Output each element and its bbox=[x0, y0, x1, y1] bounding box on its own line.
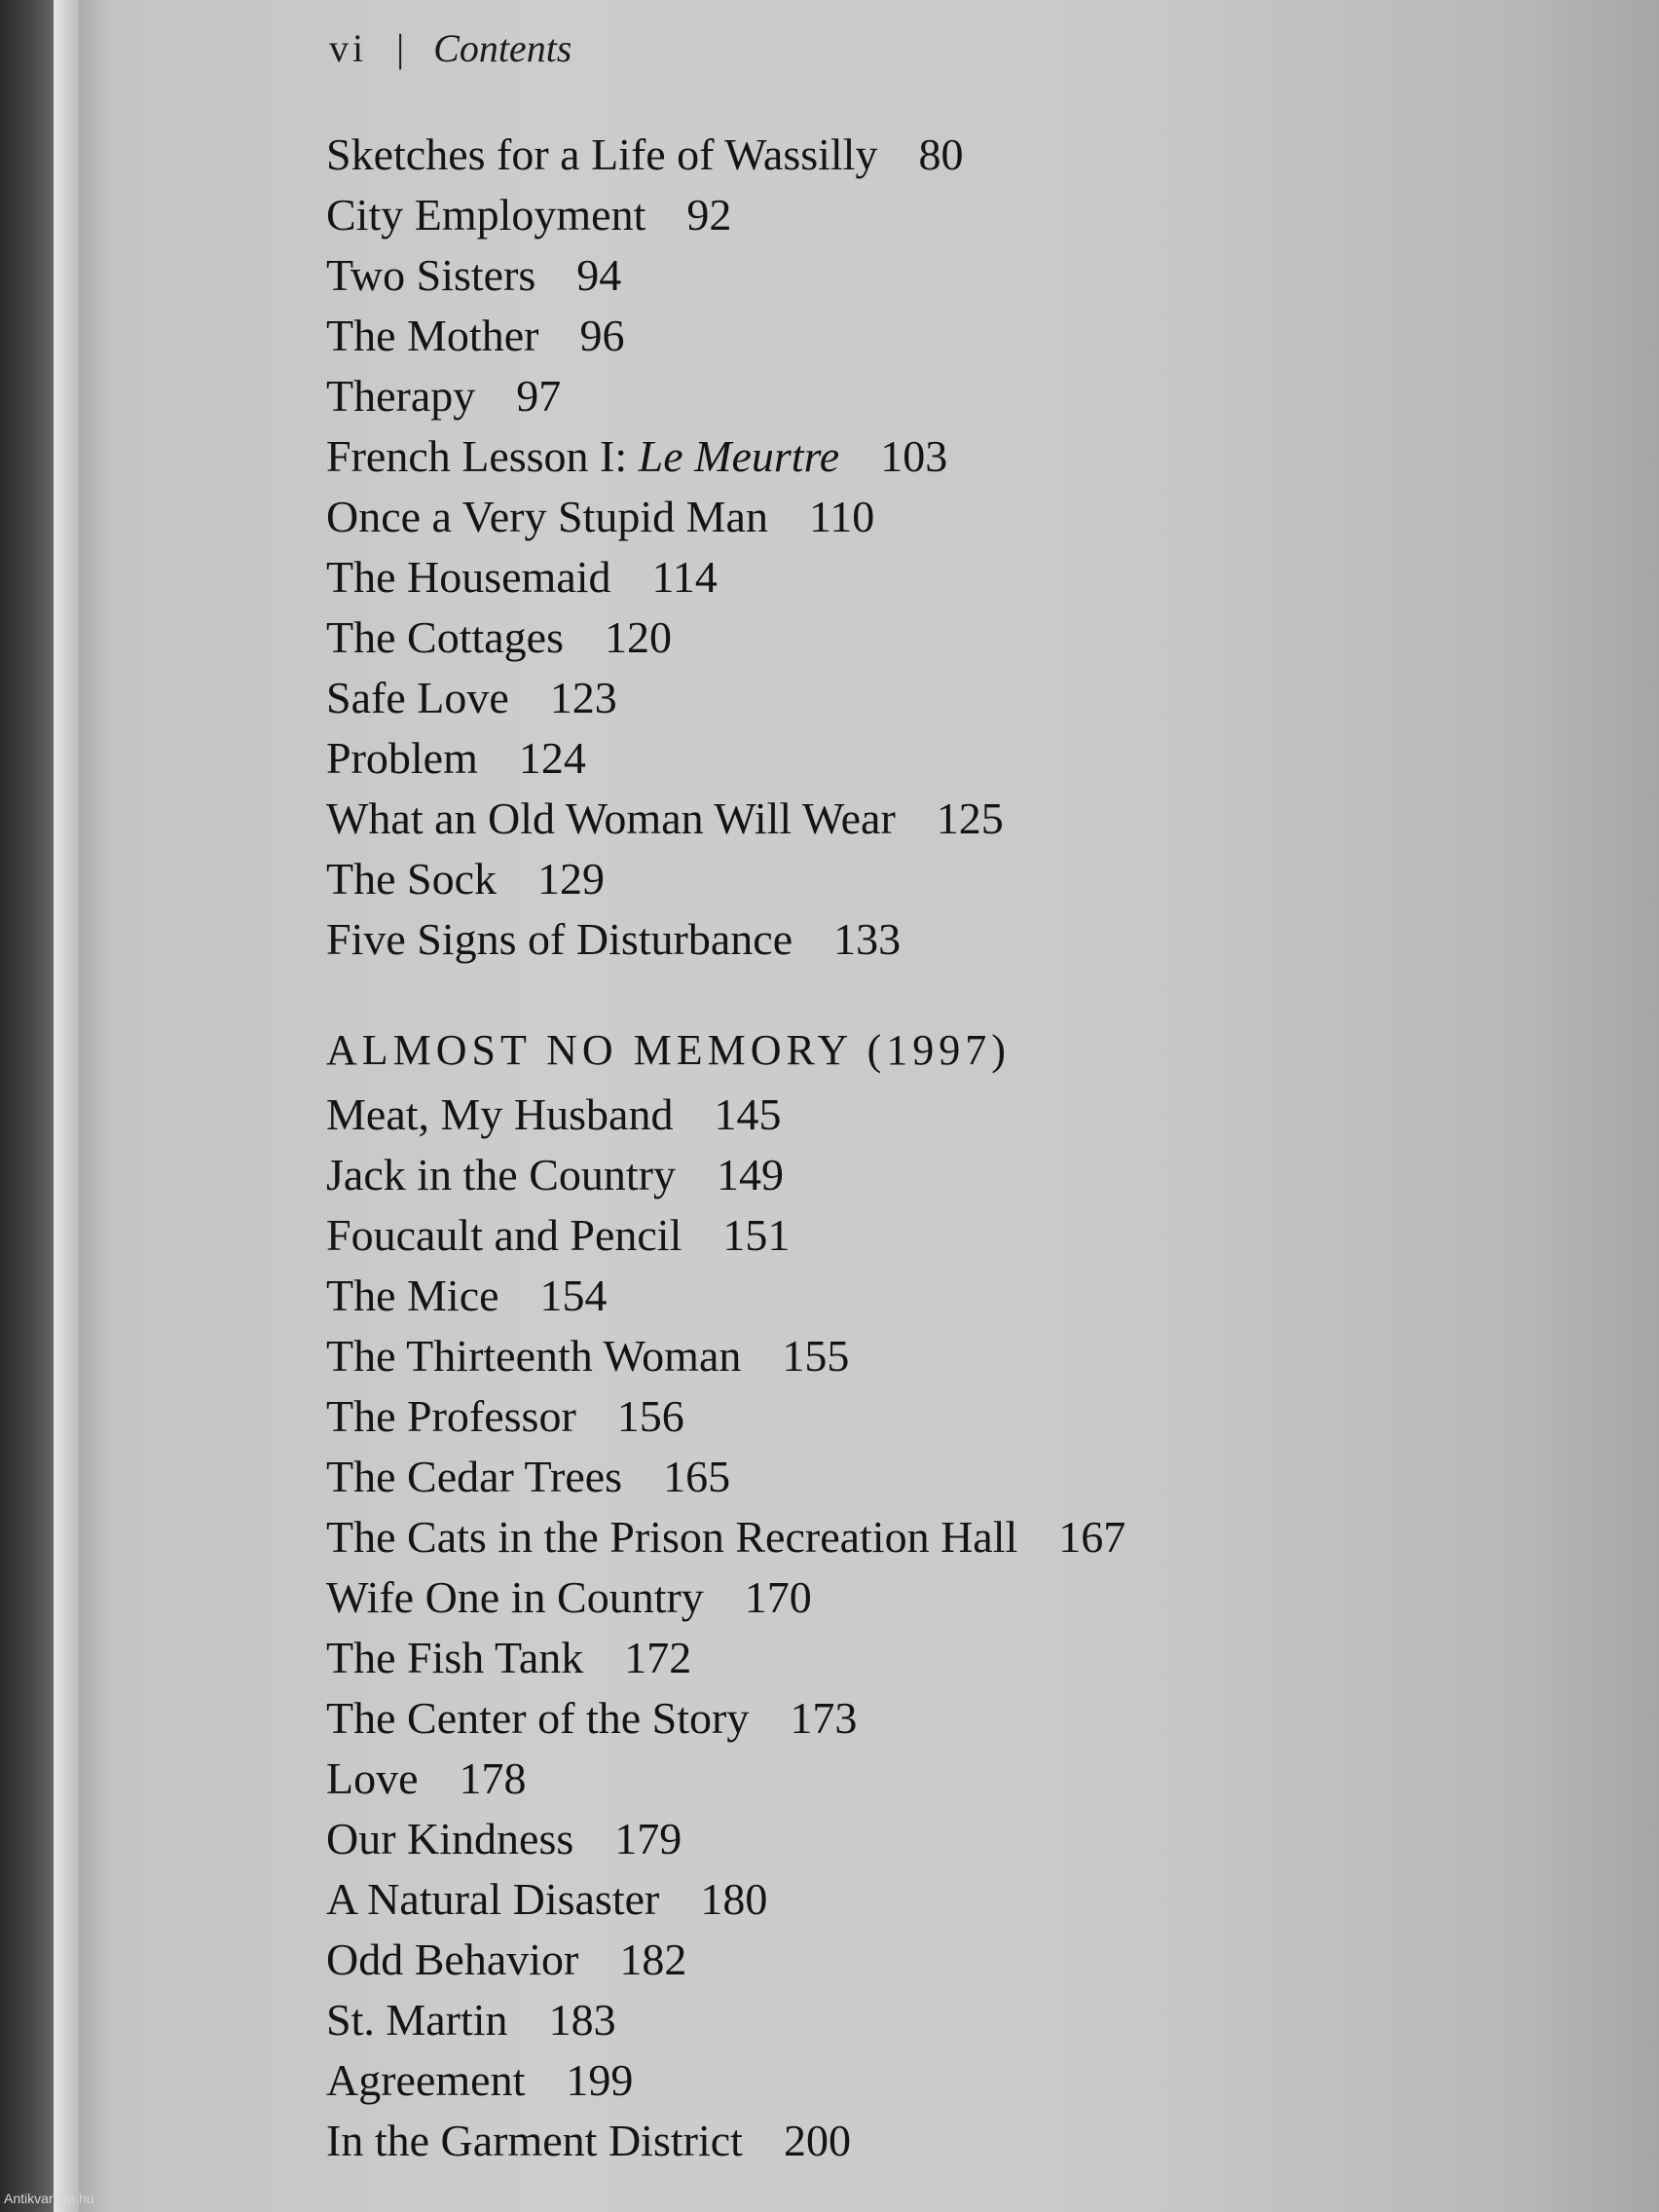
toc-entry-title: Foucault and Pencil bbox=[326, 1210, 682, 1260]
toc-entry bbox=[326, 426, 1572, 487]
page-edge bbox=[54, 0, 79, 2212]
toc-entry bbox=[326, 668, 1572, 728]
toc-entry-title: City Employment bbox=[326, 190, 646, 240]
toc-entry-title: Once a Very Stupid Man bbox=[326, 492, 768, 541]
toc-entry-page-number: 183 bbox=[548, 1995, 616, 2045]
toc-entry-page-number: 97 bbox=[516, 371, 562, 421]
toc-entry bbox=[326, 487, 1572, 547]
toc-entry-page-number: 200 bbox=[783, 2116, 851, 2165]
toc-entry-page-number: 167 bbox=[1058, 1512, 1126, 1562]
toc-entry bbox=[326, 1205, 1572, 1266]
toc-entry bbox=[326, 2111, 1572, 2171]
toc-entry-title: Two Sisters bbox=[326, 250, 536, 300]
toc-entry-title: Therapy bbox=[326, 371, 476, 421]
toc-entry bbox=[326, 608, 1572, 668]
toc-entry-title: Safe Love bbox=[326, 673, 509, 722]
toc-entry bbox=[326, 1145, 1572, 1205]
running-header bbox=[329, 25, 571, 71]
toc-entry-page-number: 92 bbox=[686, 190, 732, 240]
toc-entry-page-number: 110 bbox=[808, 492, 875, 541]
toc-entry-page-number: 120 bbox=[605, 612, 672, 662]
toc-entry-page-number: 182 bbox=[619, 1935, 687, 1984]
toc-entry-title: Meat, My Husband bbox=[326, 1089, 674, 1139]
toc-entry bbox=[326, 1507, 1572, 1567]
toc-entry-page-number: 155 bbox=[782, 1331, 850, 1381]
toc-entry bbox=[326, 1809, 1572, 1869]
table-of-contents bbox=[326, 125, 1572, 2171]
toc-entry-page-number: 165 bbox=[663, 1452, 731, 1501]
toc-entry-page-number: 94 bbox=[576, 250, 622, 300]
toc-entry bbox=[326, 728, 1572, 789]
toc-entry bbox=[326, 1688, 1572, 1749]
toc-entry bbox=[326, 1990, 1572, 2050]
toc-entry-title: St. Martin bbox=[326, 1995, 508, 2045]
toc-entry-title: The Fish Tank bbox=[326, 1633, 584, 1682]
toc-entry-title: Our Kindness bbox=[326, 1814, 574, 1863]
page-number: vi bbox=[329, 26, 368, 70]
toc-entry bbox=[326, 245, 1572, 306]
toc-entry-page-number: 149 bbox=[717, 1150, 784, 1199]
toc-entry bbox=[326, 789, 1572, 849]
toc-entry-page-number: 170 bbox=[744, 1572, 812, 1622]
toc-entry bbox=[326, 1628, 1572, 1688]
toc-entry bbox=[326, 366, 1572, 426]
watermark-text: Antikvarium.hu bbox=[4, 2191, 94, 2206]
toc-entry-title: In the Garment District bbox=[326, 2116, 743, 2165]
toc-entry bbox=[326, 125, 1572, 185]
toc-entry-page-number: 178 bbox=[459, 1753, 527, 1803]
toc-entry-title: Wife One in Country bbox=[326, 1572, 704, 1622]
toc-entry-title: The Thirteenth Woman bbox=[326, 1331, 742, 1381]
toc-entry-page-number: 156 bbox=[616, 1391, 684, 1441]
toc-entry-page-number: 199 bbox=[566, 2055, 634, 2105]
toc-entry-title: The Mother bbox=[326, 311, 539, 360]
toc-entry bbox=[326, 849, 1572, 909]
toc-entry-page-number: 125 bbox=[936, 793, 1004, 843]
toc-entry-page-number: 103 bbox=[880, 431, 948, 481]
toc-entry-title: The Mice bbox=[326, 1271, 499, 1320]
toc-entry-title: A Natural Disaster bbox=[326, 1874, 660, 1924]
toc-entry-title: The Sock bbox=[326, 854, 498, 903]
toc-entry bbox=[326, 1386, 1572, 1447]
toc-entry-title: The Housemaid bbox=[326, 552, 611, 602]
toc-entry-title: The Cedar Trees bbox=[326, 1452, 623, 1501]
toc-entry-title: The Cottages bbox=[326, 612, 564, 662]
toc-entry-page-number: 124 bbox=[518, 733, 586, 783]
toc-entry bbox=[326, 1085, 1572, 1145]
toc-entry-page-number: 151 bbox=[722, 1210, 791, 1260]
toc-entry bbox=[326, 1326, 1572, 1386]
toc-entry-title: What an Old Woman Will Wear bbox=[326, 793, 896, 843]
toc-entry-title: The Center of the Story bbox=[326, 1693, 750, 1743]
toc-entry bbox=[326, 1266, 1572, 1326]
toc-entry-page-number: 133 bbox=[833, 914, 902, 964]
toc-entry bbox=[326, 185, 1572, 245]
toc-entry-page-number: 173 bbox=[790, 1693, 858, 1743]
toc-entry bbox=[326, 1567, 1572, 1628]
section-heading: ALMOST NO MEMORY (1997) bbox=[326, 1026, 1011, 1074]
toc-entries-part2 bbox=[326, 1085, 1572, 2171]
toc-entry-page-number: 96 bbox=[579, 311, 625, 360]
toc-entry bbox=[326, 1447, 1572, 1507]
toc-entry-title: Agreement bbox=[326, 2055, 526, 2105]
toc-entry bbox=[326, 2050, 1572, 2111]
toc-entry-title: Problem bbox=[326, 733, 478, 783]
toc-entry-page-number: 123 bbox=[549, 673, 617, 722]
toc-entry-title: French Lesson I: bbox=[326, 431, 639, 481]
toc-entry bbox=[326, 1749, 1572, 1809]
toc-entry bbox=[326, 306, 1572, 366]
toc-entries-part1 bbox=[326, 125, 1572, 970]
header-separator: | bbox=[396, 26, 405, 70]
toc-entry-title: Sketches for a Life of Wassilly bbox=[326, 129, 878, 179]
toc-entry bbox=[326, 1869, 1572, 1930]
toc-entry bbox=[326, 547, 1572, 608]
toc-entry-page-number: 80 bbox=[918, 129, 964, 179]
toc-entry-page-number: 180 bbox=[700, 1874, 768, 1924]
toc-entry-title: Love bbox=[326, 1753, 419, 1803]
toc-entry-title-italic: Le Meurtre bbox=[638, 431, 840, 481]
header-title: Contents bbox=[433, 26, 572, 70]
toc-entry-page-number: 145 bbox=[714, 1089, 782, 1139]
toc-entry bbox=[326, 1930, 1572, 1990]
toc-entry-page-number: 129 bbox=[537, 854, 606, 903]
toc-entry-title: The Professor bbox=[326, 1391, 576, 1441]
toc-entry-page-number: 172 bbox=[624, 1633, 692, 1682]
toc-entry-title: Five Signs of Disturbance bbox=[326, 914, 793, 964]
toc-entry-title: The Cats in the Prison Recreation Hall bbox=[326, 1512, 1018, 1562]
toc-entry bbox=[326, 909, 1572, 970]
toc-entry-page-number: 154 bbox=[539, 1271, 608, 1320]
toc-entry-page-number: 179 bbox=[614, 1814, 682, 1863]
toc-entry-title: Odd Behavior bbox=[326, 1935, 579, 1984]
toc-entry-page-number: 114 bbox=[651, 552, 718, 602]
toc-entry-title: Jack in the Country bbox=[326, 1150, 676, 1199]
